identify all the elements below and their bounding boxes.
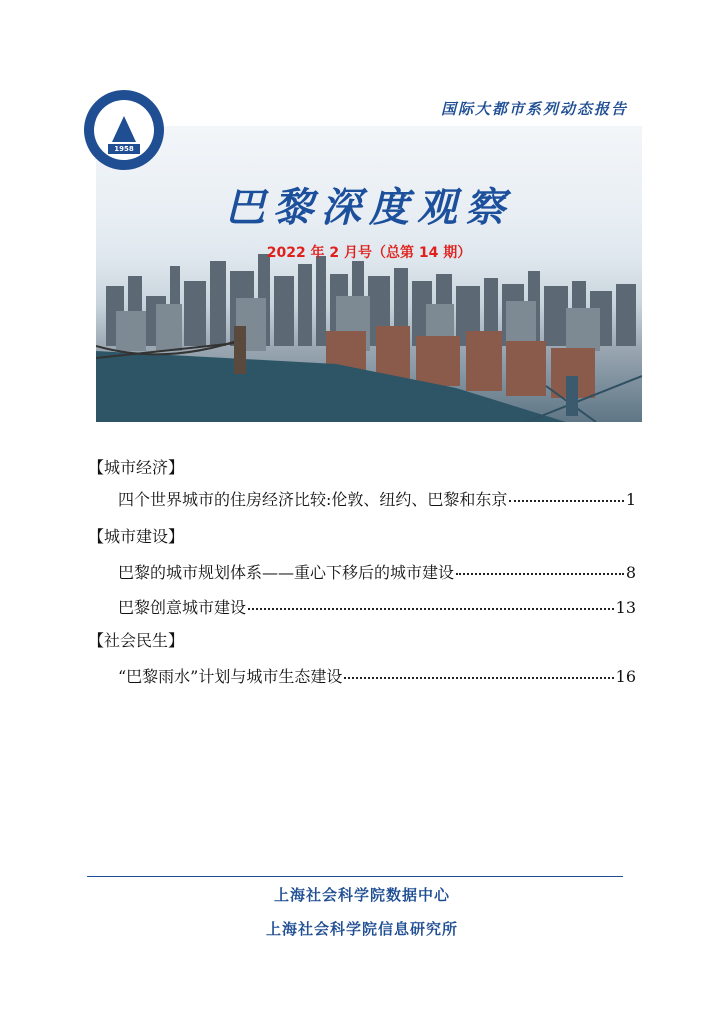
academy-seal-logo [84, 90, 164, 170]
toc-entry-page: 8 [625, 563, 636, 582]
series-title: 国际大都市系列动态报告 [440, 100, 628, 118]
toc-leader-dots [248, 608, 614, 610]
toc-entry-page: 13 [615, 598, 636, 617]
cover-title: 巴黎深度观察 [225, 185, 513, 231]
section-heading: 【社会民生】 [88, 631, 185, 650]
toc-leader-dots [344, 677, 613, 679]
publisher-name: 上海社会科学院信息研究所 [265, 920, 458, 938]
toc-leader-dots [509, 500, 623, 502]
seal-inner [94, 100, 154, 160]
seal-emblem-icon [112, 116, 136, 142]
toc-entry-title: 巴黎创意城市建设 [118, 598, 247, 617]
toc-entry[interactable] [118, 664, 636, 687]
footer-divider [87, 876, 623, 877]
toc-entry[interactable] [118, 487, 636, 510]
toc-entry-page: 1 [625, 490, 636, 509]
section-heading: 【城市建设】 [88, 527, 185, 546]
toc-entry-title: 巴黎的城市规划体系——重心下移后的城市建设 [118, 563, 455, 582]
issue-number: 2022 年 2 月号（总第 14 期） [266, 245, 472, 261]
section-heading: 【城市经济】 [88, 458, 185, 477]
toc-entry-title: 四个世界城市的住房经济比较:伦敦、纽约、巴黎和东京 [118, 490, 508, 509]
publisher-name: 上海社会科学院数据中心 [273, 886, 450, 904]
city-skyline-illustration [96, 126, 642, 422]
toc-leader-dots [456, 573, 624, 575]
toc-entry-title: “巴黎雨水”计划与城市生态建设 [118, 667, 343, 686]
toc-entry[interactable] [118, 595, 636, 618]
seal-year: 1958 [108, 144, 140, 154]
toc-entry-page: 16 [615, 667, 636, 686]
cover-image [96, 126, 642, 422]
toc-entry[interactable] [118, 560, 636, 583]
